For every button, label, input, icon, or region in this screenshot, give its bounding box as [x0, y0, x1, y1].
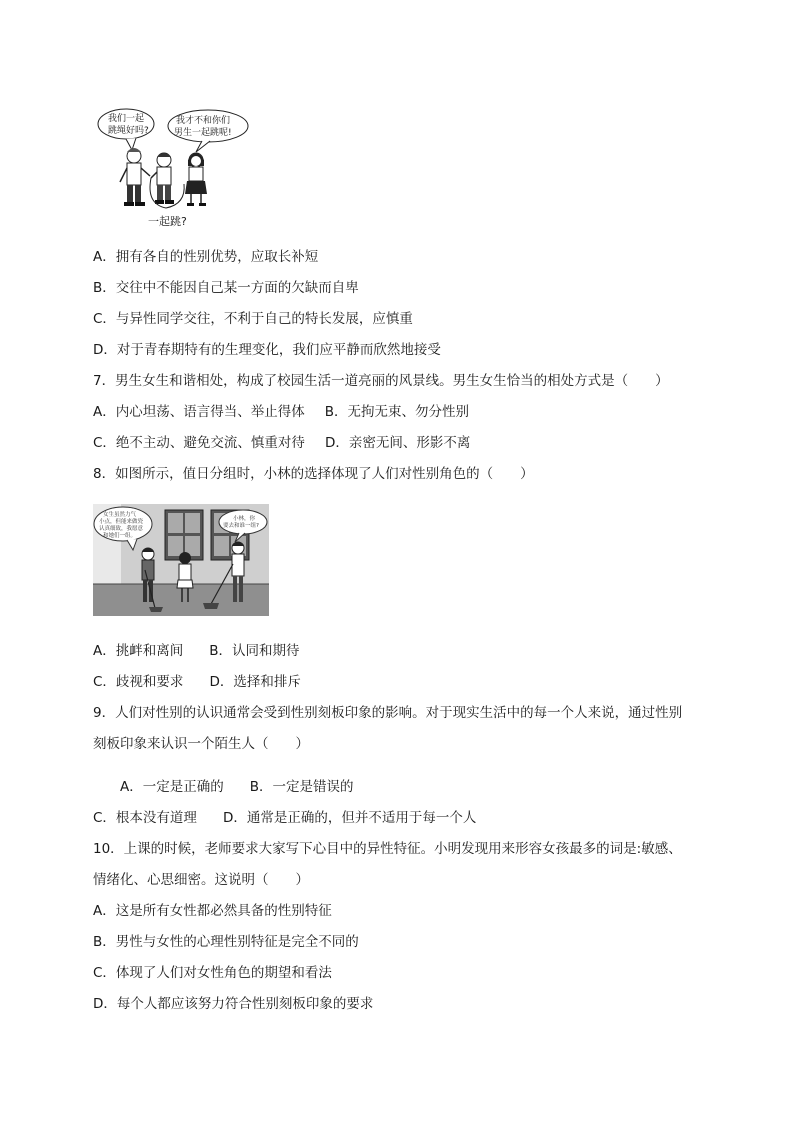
boy-figure-2 [151, 153, 174, 204]
q9-stem-line-2: 刻板印象来认识一个陌生人（ ） [93, 736, 309, 752]
illustration-bubble-right-line2: 要去和谁一组? [223, 523, 259, 529]
q9-option-b: B．一定是错误的 [249, 779, 354, 795]
q6-option-a: A．拥有各自的性别优势，应取长补短 [93, 249, 319, 265]
q7-option-d: D．亲密无间、形影不离 [324, 435, 471, 451]
q8-stem: 8．如图所示，值日分组时，小林的选择体现了人们对性别角色的（ ） [93, 466, 534, 482]
cartoon-bubble-right-line2: 男生一起跳呢! [174, 128, 232, 138]
q9-options-row-1 [120, 778, 354, 796]
q10-option-d: D．每个人都应该努力符合性别刻板印象的要求 [93, 996, 374, 1012]
girl-figure [185, 153, 207, 206]
duty-group-illustration [93, 504, 269, 616]
illustration-bubble-left-line4: 和她们一组。 [103, 533, 137, 539]
q8-option-a: A．挑衅和离间 [93, 643, 184, 659]
q7-option-a: A．内心坦荡、语言得当、举止得体 [93, 404, 305, 420]
q9-option-c: C．根本没有道理 [93, 810, 197, 826]
q10-stem-line-1: 10．上课的时候，老师要求大家写下心目中的异性特征。小明发现用来形容女孩最多的词是:敏感、 [93, 841, 682, 857]
cartoon-bubble-left-line1: 我们一起 [108, 114, 145, 124]
q9-option-d: D．通常是正确的，但并不适用于每一个人 [222, 810, 477, 826]
q7-option-b: B．无拘无束、勿分性别 [324, 404, 470, 420]
q9-option-a: A．一定是正确的 [120, 779, 224, 795]
q7-options-row-1 [93, 403, 469, 421]
q6-option-d: D．对于青春期特有的生理变化，我们应平静而欣然地接受 [93, 342, 441, 358]
boy-figure-1 [120, 148, 150, 206]
cartoon-bubble-left-line2: 跳绳好吗? [108, 126, 149, 136]
q7-option-c: C．绝不主动、避免交流、慎重对待 [93, 435, 305, 451]
q6-option-b: B．交往中不能因自己某一方面的欠缺而自卑 [93, 280, 359, 296]
q6-option-c: C．与异性同学交往，不利于自己的特长发展，应慎重 [93, 311, 413, 327]
q9-stem-line-1: 9．人们对性别的认识通常会受到性别刻板印象的影响。对于现实生活中的每一个人来说，通过性别 [93, 705, 683, 721]
illustration-bubble-left-line2: 小点，但能来做瓷 [99, 519, 144, 525]
q8-options-row-1 [93, 642, 300, 660]
q8-option-c: C．歧视和要求 [93, 674, 184, 690]
q10-option-a: A．这是所有女性都必然具备的性别特征 [93, 903, 332, 919]
q9-options-row-2 [93, 809, 476, 827]
cartoon-bubble-right-line1: 我才不和你们 [176, 116, 231, 126]
q7-options-row-2 [93, 434, 470, 452]
q10-option-b: B．男性与女性的心理性别特征是完全不同的 [93, 934, 359, 950]
jump-rope-cartoon [96, 104, 256, 230]
q8-option-d: D．选择和排斥 [209, 674, 301, 690]
q10-stem-line-2: 情绪化、心思细密。这说明（ ） [93, 872, 309, 888]
illustration-bubble-right-line1: 小林，你 [233, 516, 256, 522]
illustration-bubble-left-line1: 女生虽然力气 [103, 512, 137, 518]
q7-stem: 7．男生女生和谐相处，构成了校园生活一道亮丽的风景线。男生女生恰当的相处方式是（ ） [93, 373, 669, 389]
cartoon-caption: 一起跳? [148, 215, 187, 228]
illustration-bubble-left-line3: 认真细致，我愿意 [99, 526, 144, 532]
q8-options-row-2 [93, 673, 301, 691]
q8-option-b: B．认同和期待 [209, 643, 300, 659]
q10-option-c: C．体现了人们对女性角色的期望和看法 [93, 965, 332, 981]
